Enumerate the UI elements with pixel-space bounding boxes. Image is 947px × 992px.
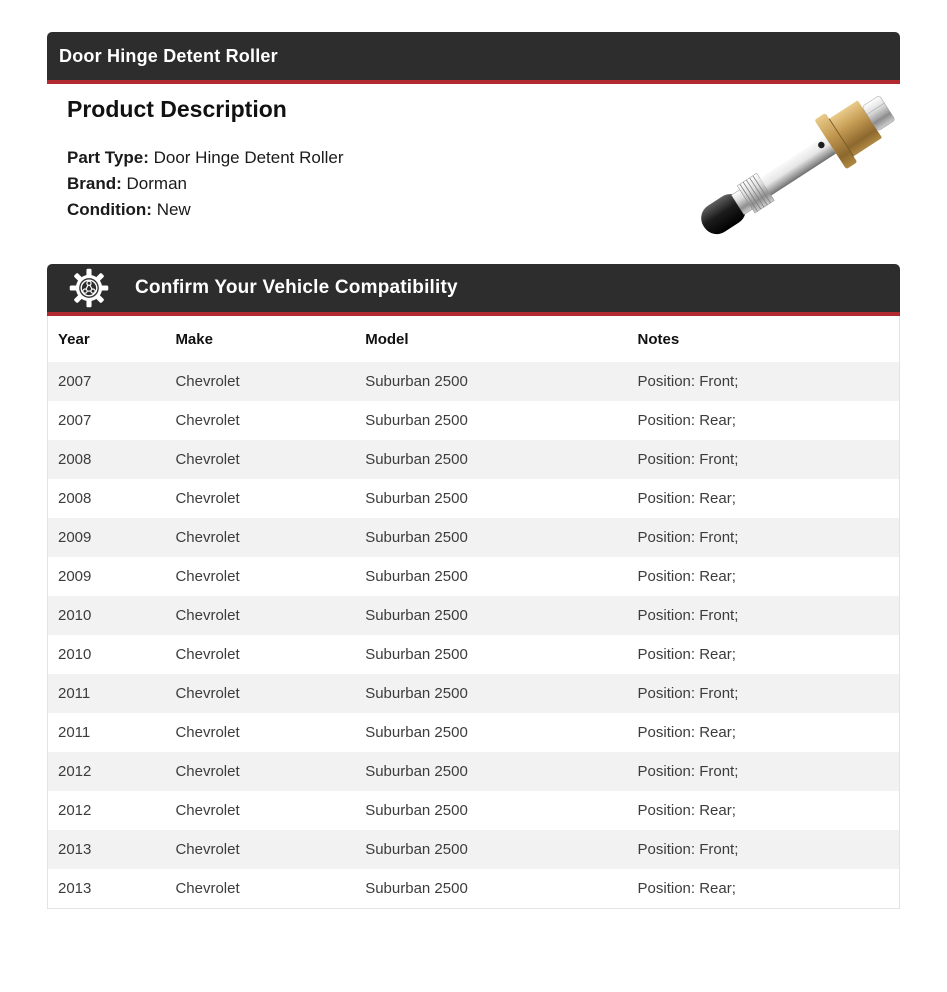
table-cell: Suburban 2500 [365, 529, 468, 546]
field-brand-value: Dorman [126, 174, 187, 193]
table-row [48, 674, 899, 713]
table-row [48, 713, 899, 752]
table-cell: Suburban 2500 [365, 802, 468, 819]
table-cell: Position: Rear; [637, 568, 736, 585]
table-cell: Chevrolet [175, 490, 240, 507]
table-row [48, 635, 899, 674]
table-cell: Suburban 2500 [365, 841, 468, 858]
table-cell: 2012 [58, 763, 92, 780]
table-cell: Chevrolet [175, 841, 240, 858]
table-cell: 2012 [58, 802, 92, 819]
table-header-row [48, 316, 899, 362]
description-heading: Product Description [67, 96, 287, 122]
table-cell: 2010 [58, 607, 92, 624]
table-cell: 2008 [58, 490, 92, 507]
compatibility-header-bar [47, 264, 900, 316]
table-cell: Chevrolet [175, 763, 240, 780]
table-cell: 2009 [58, 568, 92, 585]
table-cell: Suburban 2500 [365, 490, 468, 507]
table-cell: Position: Front; [637, 763, 739, 780]
column-header-make: Make [165, 316, 355, 362]
table-row [48, 518, 899, 557]
table-row [48, 401, 899, 440]
table-cell: Chevrolet [175, 607, 240, 624]
table-cell: Chevrolet [175, 568, 240, 585]
table-row [48, 752, 899, 791]
table-cell: Position: Rear; [637, 646, 736, 663]
table-cell: Chevrolet [175, 373, 240, 390]
table-cell: Position: Front; [637, 841, 739, 858]
table-cell: Position: Rear; [637, 802, 736, 819]
product-listing-page [47, 32, 900, 909]
table-row [48, 830, 899, 869]
table-cell: Position: Front; [637, 685, 739, 702]
field-part-type-label: Part Type: [67, 148, 149, 167]
table-cell: Position: Rear; [637, 412, 736, 429]
table-cell: 2013 [58, 841, 92, 858]
table-row [48, 596, 899, 635]
table-cell: Suburban 2500 [365, 685, 468, 702]
table-cell: 2011 [58, 685, 91, 702]
table-cell: Chevrolet [175, 529, 240, 546]
table-row [48, 791, 899, 830]
product-description-section [47, 84, 900, 264]
table-cell: Suburban 2500 [365, 451, 468, 468]
table-cell: 2010 [58, 646, 92, 663]
table-cell: Suburban 2500 [365, 724, 468, 741]
table-row [48, 869, 899, 908]
table-cell: Position: Rear; [637, 724, 736, 741]
table-cell: Chevrolet [175, 802, 240, 819]
table-cell: Suburban 2500 [365, 880, 468, 897]
table-cell: Suburban 2500 [365, 412, 468, 429]
table-cell: 2007 [58, 412, 92, 429]
table-cell: Suburban 2500 [365, 568, 468, 585]
table-cell: Chevrolet [175, 685, 240, 702]
table-cell: Position: Front; [637, 529, 739, 546]
compatibility-table [48, 316, 899, 908]
table-cell: Position: Front; [637, 607, 739, 624]
table-cell: Chevrolet [175, 646, 240, 663]
table-row [48, 479, 899, 518]
table-cell: Position: Front; [637, 451, 739, 468]
field-brand-label: Brand: [67, 174, 122, 193]
table-cell: 2007 [58, 373, 92, 390]
table-cell: 2009 [58, 529, 92, 546]
field-condition-value: New [156, 200, 191, 219]
column-header-notes: Notes [628, 316, 899, 362]
product-title-bar [47, 32, 900, 84]
product-title: Door Hinge Detent Roller [59, 45, 278, 66]
table-cell: Suburban 2500 [365, 646, 468, 663]
table-cell: Position: Front; [637, 373, 739, 390]
compatibility-heading: Confirm Your Vehicle Compatibility [135, 277, 458, 298]
table-row [48, 362, 899, 401]
column-header-model: Model [355, 316, 627, 362]
table-cell: Chevrolet [175, 451, 240, 468]
table-cell: Position: Rear; [637, 880, 736, 897]
compatibility-table-container [47, 316, 900, 909]
table-cell: Suburban 2500 [365, 607, 468, 624]
table-cell: Chevrolet [175, 724, 240, 741]
gear-icon [69, 268, 109, 308]
table-row [48, 440, 899, 479]
table-cell: 2008 [58, 451, 92, 468]
table-cell: Suburban 2500 [365, 763, 468, 780]
table-cell: Suburban 2500 [365, 373, 468, 390]
product-photo [680, 82, 912, 252]
table-cell: Chevrolet [175, 412, 240, 429]
table-cell: 2013 [58, 880, 92, 897]
table-cell: Position: Rear; [637, 490, 736, 507]
detent-roller-illustration [680, 82, 912, 252]
table-row [48, 557, 899, 596]
field-part-type-value: Door Hinge Detent Roller [153, 148, 344, 167]
table-cell: Chevrolet [175, 880, 240, 897]
column-header-year: Year [48, 316, 165, 362]
field-condition-label: Condition: [67, 200, 152, 219]
table-cell: 2011 [58, 724, 91, 741]
